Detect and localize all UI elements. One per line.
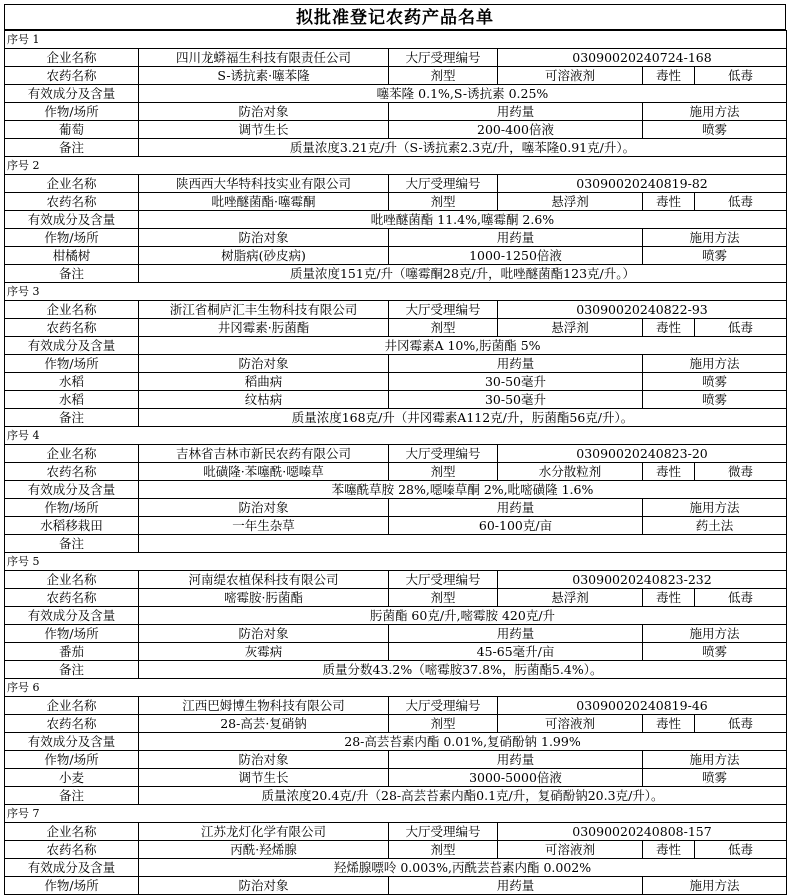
remark-label: 备注 <box>5 139 139 157</box>
use-header-row <box>5 625 787 643</box>
seq-number: 序号 3 <box>5 283 787 301</box>
pesticide-row <box>5 589 787 607</box>
toxicity-label: 毒性 <box>643 67 695 85</box>
target-value: 一年生杂草 <box>139 517 389 535</box>
toxicity-value: 低毒 <box>695 67 787 85</box>
entry-seq-row <box>5 31 787 49</box>
formulation-label: 剂型 <box>389 589 498 607</box>
toxicity-value: 低毒 <box>695 193 787 211</box>
hall-no-value: 03090020240823-232 <box>498 571 787 589</box>
remark-row <box>5 787 787 805</box>
formulation-label: 剂型 <box>389 841 498 859</box>
company-name: 河南缇农植保科技有限公司 <box>139 571 389 589</box>
crop-header: 作物/场所 <box>5 499 139 517</box>
entry-seq-row <box>5 283 787 301</box>
crop-header: 作物/场所 <box>5 625 139 643</box>
target-value: 纹枯病 <box>139 391 389 409</box>
company-row <box>5 175 787 193</box>
use-header-row <box>5 229 787 247</box>
seq-number: 序号 6 <box>5 679 787 697</box>
ingredients-value: 肟菌酯 60克/升,嘧霉胺 420克/升 <box>139 607 787 625</box>
company-label: 企业名称 <box>5 49 139 67</box>
product-table <box>4 30 787 895</box>
formulation-label: 剂型 <box>389 67 498 85</box>
pesticide-label: 农药名称 <box>5 841 139 859</box>
remark-label: 备注 <box>5 265 139 283</box>
ingredients-row <box>5 211 787 229</box>
formulation-value: 悬浮剂 <box>498 193 643 211</box>
ingredients-value: 井冈霉素A 10%,肟菌酯 5% <box>139 337 787 355</box>
remark-label: 备注 <box>5 787 139 805</box>
pesticide-row <box>5 67 787 85</box>
company-label: 企业名称 <box>5 175 139 193</box>
dosage-value: 1000-1250倍液 <box>389 247 643 265</box>
entry-seq-row <box>5 427 787 445</box>
company-name: 浙江省桐庐汇丰生物科技有限公司 <box>139 301 389 319</box>
dosage-header: 用药量 <box>389 877 643 895</box>
dosage-value: 45-65毫升/亩 <box>389 643 643 661</box>
pesticide-name: S-诱抗素·噻苯隆 <box>139 67 389 85</box>
company-label: 企业名称 <box>5 301 139 319</box>
company-row <box>5 49 787 67</box>
toxicity-value: 微毒 <box>695 463 787 481</box>
toxicity-label: 毒性 <box>643 589 695 607</box>
ingredients-label: 有效成分及含量 <box>5 733 139 751</box>
product-list-sheet <box>4 4 786 895</box>
hall-no-value: 03090020240823-20 <box>498 445 787 463</box>
method-value: 喷雾 <box>643 121 787 139</box>
formulation-value: 悬浮剂 <box>498 589 643 607</box>
method-header: 施用方法 <box>643 229 787 247</box>
pesticide-name: 28-高芸·复硝钠 <box>139 715 389 733</box>
entry-seq-row <box>5 679 787 697</box>
remark-value: 质量分数43.2%（嘧霉胺37.8%，肟菌酯5.4%）。 <box>139 661 787 679</box>
target-value: 灰霉病 <box>139 643 389 661</box>
remark-value: 质量浓度151克/升（噻霉酮28克/升，吡唑醚菌酯123克/升。） <box>139 265 787 283</box>
dosage-header: 用药量 <box>389 751 643 769</box>
pesticide-label: 农药名称 <box>5 589 139 607</box>
company-row <box>5 571 787 589</box>
toxicity-value: 低毒 <box>695 715 787 733</box>
hall-no-value: 03090020240808-157 <box>498 823 787 841</box>
method-value: 喷雾 <box>643 373 787 391</box>
formulation-value: 悬浮剂 <box>498 319 643 337</box>
dosage-value: 200-400倍液 <box>389 121 643 139</box>
crop-header: 作物/场所 <box>5 355 139 373</box>
company-label: 企业名称 <box>5 445 139 463</box>
seq-number: 序号 1 <box>5 31 787 49</box>
use-row <box>5 247 787 265</box>
pesticide-label: 农药名称 <box>5 715 139 733</box>
hall-no-label: 大厅受理编号 <box>389 49 498 67</box>
dosage-header: 用药量 <box>389 355 643 373</box>
crop-header: 作物/场所 <box>5 751 139 769</box>
dosage-value: 60-100克/亩 <box>389 517 643 535</box>
formulation-value: 水分散粒剂 <box>498 463 643 481</box>
hall-no-label: 大厅受理编号 <box>389 697 498 715</box>
toxicity-value: 低毒 <box>695 319 787 337</box>
remark-row <box>5 139 787 157</box>
pesticide-label: 农药名称 <box>5 193 139 211</box>
dosage-value: 3000-5000倍液 <box>389 769 643 787</box>
method-header: 施用方法 <box>643 103 787 121</box>
formulation-label: 剂型 <box>389 463 498 481</box>
pesticide-name: 吡磺隆·苯噻酰·噁嗪草 <box>139 463 389 481</box>
ingredients-value: 噻苯隆 0.1%,S-诱抗素 0.25% <box>139 85 787 103</box>
hall-no-label: 大厅受理编号 <box>389 823 498 841</box>
remark-row <box>5 661 787 679</box>
ingredients-label: 有效成分及含量 <box>5 859 139 877</box>
remark-value <box>139 535 787 553</box>
hall-no-value: 03090020240724-168 <box>498 49 787 67</box>
target-value: 调节生长 <box>139 769 389 787</box>
crop-header: 作物/场所 <box>5 229 139 247</box>
pesticide-label: 农药名称 <box>5 67 139 85</box>
method-header: 施用方法 <box>643 751 787 769</box>
ingredients-row <box>5 733 787 751</box>
crop-value: 水稻 <box>5 373 139 391</box>
pesticide-name: 井冈霉素·肟菌酯 <box>139 319 389 337</box>
ingredients-label: 有效成分及含量 <box>5 481 139 499</box>
method-value: 喷雾 <box>643 247 787 265</box>
ingredients-label: 有效成分及含量 <box>5 85 139 103</box>
entry-seq-row <box>5 805 787 823</box>
ingredients-row <box>5 85 787 103</box>
crop-value: 水稻 <box>5 391 139 409</box>
hall-no-value: 03090020240822-93 <box>498 301 787 319</box>
company-label: 企业名称 <box>5 823 139 841</box>
toxicity-label: 毒性 <box>643 463 695 481</box>
toxicity-value: 低毒 <box>695 841 787 859</box>
use-header-row <box>5 877 787 895</box>
formulation-value: 可溶液剂 <box>498 67 643 85</box>
seq-number: 序号 5 <box>5 553 787 571</box>
target-header: 防治对象 <box>139 499 389 517</box>
crop-value: 柑橘树 <box>5 247 139 265</box>
ingredients-label: 有效成分及含量 <box>5 607 139 625</box>
ingredients-row <box>5 337 787 355</box>
toxicity-label: 毒性 <box>643 319 695 337</box>
company-name: 江西巴姆博生物科技有限公司 <box>139 697 389 715</box>
use-row <box>5 769 787 787</box>
target-header: 防治对象 <box>139 103 389 121</box>
use-header-row <box>5 499 787 517</box>
target-header: 防治对象 <box>139 877 389 895</box>
crop-header: 作物/场所 <box>5 877 139 895</box>
ingredients-value: 吡唑醚菌酯 11.4%,噻霉酮 2.6% <box>139 211 787 229</box>
dosage-header: 用药量 <box>389 499 643 517</box>
pesticide-name: 丙酰·羟烯腺 <box>139 841 389 859</box>
pesticide-row <box>5 319 787 337</box>
dosage-header: 用药量 <box>389 625 643 643</box>
method-value: 喷雾 <box>643 769 787 787</box>
remark-row <box>5 535 787 553</box>
method-header: 施用方法 <box>643 877 787 895</box>
ingredients-label: 有效成分及含量 <box>5 337 139 355</box>
remark-label: 备注 <box>5 409 139 427</box>
use-row <box>5 517 787 535</box>
hall-no-value: 03090020240819-82 <box>498 175 787 193</box>
use-row <box>5 391 787 409</box>
use-header-row <box>5 751 787 769</box>
seq-number: 序号 7 <box>5 805 787 823</box>
company-row <box>5 445 787 463</box>
company-row <box>5 301 787 319</box>
remark-label: 备注 <box>5 535 139 553</box>
method-header: 施用方法 <box>643 499 787 517</box>
method-value: 喷雾 <box>643 391 787 409</box>
toxicity-label: 毒性 <box>643 193 695 211</box>
target-value: 树脂病(砂皮病) <box>139 247 389 265</box>
method-value: 药土法 <box>643 517 787 535</box>
remark-row <box>5 265 787 283</box>
remark-value: 质量浓度3.21克/升（S-诱抗素2.3克/升，噻苯隆0.91克/升）。 <box>139 139 787 157</box>
crop-value: 水稻移栽田 <box>5 517 139 535</box>
target-header: 防治对象 <box>139 751 389 769</box>
crop-value: 葡萄 <box>5 121 139 139</box>
ingredients-value: 羟烯腺嘌呤 0.003%,丙酰芸苔素内酯 0.002% <box>139 859 787 877</box>
pesticide-row <box>5 715 787 733</box>
method-header: 施用方法 <box>643 355 787 373</box>
pesticide-row <box>5 463 787 481</box>
toxicity-label: 毒性 <box>643 841 695 859</box>
dosage-value: 30-50毫升 <box>389 391 643 409</box>
formulation-label: 剂型 <box>389 193 498 211</box>
entry-seq-row <box>5 157 787 175</box>
toxicity-value: 低毒 <box>695 589 787 607</box>
target-header: 防治对象 <box>139 355 389 373</box>
ingredients-row <box>5 859 787 877</box>
crop-value: 番茄 <box>5 643 139 661</box>
formulation-value: 可溶液剂 <box>498 715 643 733</box>
remark-value: 质量浓度168克/升（井冈霉素A112克/升，肟菌酯56克/升）。 <box>139 409 787 427</box>
seq-number: 序号 4 <box>5 427 787 445</box>
method-value: 喷雾 <box>643 643 787 661</box>
remark-row <box>5 409 787 427</box>
use-header-row <box>5 355 787 373</box>
target-value: 调节生长 <box>139 121 389 139</box>
entry-seq-row <box>5 553 787 571</box>
dosage-header: 用药量 <box>389 229 643 247</box>
company-label: 企业名称 <box>5 571 139 589</box>
company-name: 江苏龙灯化学有限公司 <box>139 823 389 841</box>
seq-number: 序号 2 <box>5 157 787 175</box>
hall-no-value: 03090020240819-46 <box>498 697 787 715</box>
crop-value: 小麦 <box>5 769 139 787</box>
use-row <box>5 643 787 661</box>
company-name: 陕西西大华特科技实业有限公司 <box>139 175 389 193</box>
pesticide-name: 嘧霉胺·肟菌酯 <box>139 589 389 607</box>
remark-value: 质量浓度20.4克/升（28-高芸苔素内酯0.1克/升，复硝酚钠20.3克/升）。 <box>139 787 787 805</box>
target-value: 稻曲病 <box>139 373 389 391</box>
ingredients-row <box>5 607 787 625</box>
pesticide-label: 农药名称 <box>5 463 139 481</box>
hall-no-label: 大厅受理编号 <box>389 301 498 319</box>
formulation-value: 可溶液剂 <box>498 841 643 859</box>
company-row <box>5 697 787 715</box>
remark-label: 备注 <box>5 661 139 679</box>
dosage-value: 30-50毫升 <box>389 373 643 391</box>
company-label: 企业名称 <box>5 697 139 715</box>
target-header: 防治对象 <box>139 229 389 247</box>
method-header: 施用方法 <box>643 625 787 643</box>
target-header: 防治对象 <box>139 625 389 643</box>
ingredients-row <box>5 481 787 499</box>
hall-no-label: 大厅受理编号 <box>389 175 498 193</box>
dosage-header: 用药量 <box>389 103 643 121</box>
company-row <box>5 823 787 841</box>
page-title: 拟批准登记农药产品名单 <box>4 4 786 30</box>
use-row <box>5 121 787 139</box>
ingredients-value: 苯噻酰草胺 28%,噁嗪草酮 2%,吡嘧磺隆 1.6% <box>139 481 787 499</box>
company-name: 四川龙蟒福生科技有限责任公司 <box>139 49 389 67</box>
use-header-row <box>5 103 787 121</box>
pesticide-label: 农药名称 <box>5 319 139 337</box>
company-name: 吉林省吉林市新民农药有限公司 <box>139 445 389 463</box>
pesticide-name: 吡唑醚菌酯·噻霉酮 <box>139 193 389 211</box>
crop-header: 作物/场所 <box>5 103 139 121</box>
formulation-label: 剂型 <box>389 319 498 337</box>
toxicity-label: 毒性 <box>643 715 695 733</box>
hall-no-label: 大厅受理编号 <box>389 445 498 463</box>
ingredients-value: 28-高芸苔素内酯 0.01%,复硝酚钠 1.99% <box>139 733 787 751</box>
use-row <box>5 373 787 391</box>
ingredients-label: 有效成分及含量 <box>5 211 139 229</box>
hall-no-label: 大厅受理编号 <box>389 571 498 589</box>
pesticide-row <box>5 193 787 211</box>
formulation-label: 剂型 <box>389 715 498 733</box>
pesticide-row <box>5 841 787 859</box>
